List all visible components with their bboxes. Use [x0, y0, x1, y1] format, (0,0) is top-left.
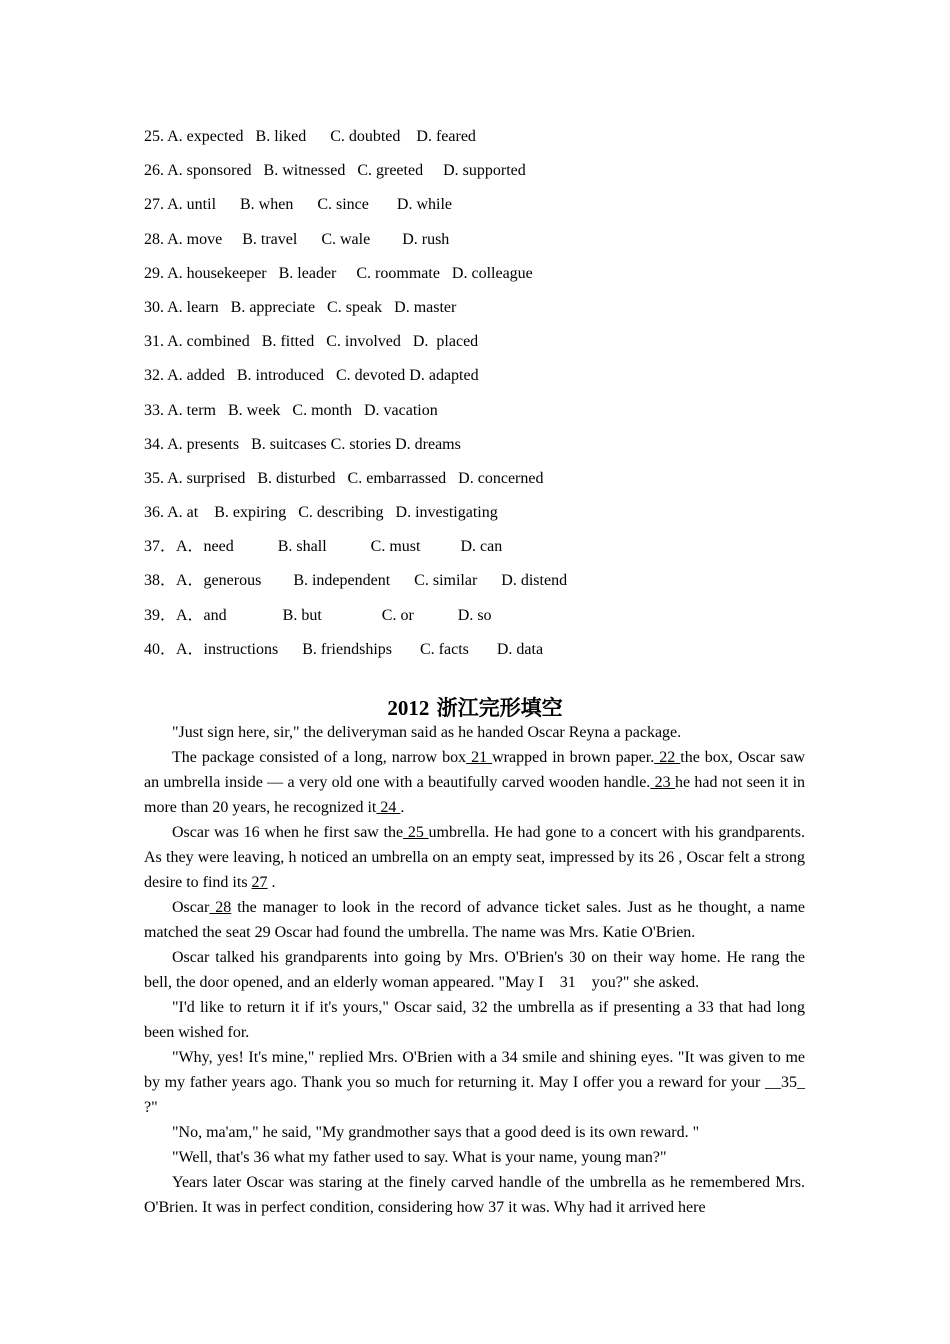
- text-span: Oscar was 16 when he first saw the: [172, 824, 404, 841]
- blank-27: 27: [251, 874, 268, 891]
- text-span: wrapped in brown paper.: [492, 749, 655, 766]
- option-row-35: 35. A. surprised B. disturbed C. embarrassed D. concerned: [144, 469, 544, 487]
- option-row-32: 32. A. added B. introduced C. devoted D. adapted: [144, 367, 479, 385]
- option-row-33: 33. A. term B. week C. month D. vacation: [144, 401, 438, 419]
- text-span: umbrella. He had gone to a concert with his grandparents. As they were leaving, h noticed an umbrella on an empty seat, impressed by its 26 , Oscar felt a strong desire to find its: [144, 824, 806, 891]
- title-year: 2012: [387, 696, 430, 720]
- paragraph-1: "Just sign here, sir," the deliveryman said as he handed Oscar Reyna a package.: [172, 724, 682, 741]
- option-row-40: 40．A．instructions B. friendships C. facts D. data: [144, 640, 544, 658]
- paragraph-9: "Well, that's 36 what my father used to say. What is your name, young man?": [172, 1149, 667, 1166]
- answer-options-list: [144, 125, 844, 672]
- option-row-39: 39．A．and B. but C. or D. so: [144, 606, 492, 624]
- text-span: .: [400, 799, 405, 816]
- text-span: he had not seen it in more than 20 years, he recognized it: [144, 774, 806, 816]
- paragraph-6: "I'd like to return it if it's yours," Oscar said, 32 the umbrella as if presenting a 33 that had long been wished for.: [144, 999, 805, 1041]
- paragraph-10: Years later Oscar was staring at the finely carved handle of the umbrella as he remembered Mrs. O'Brien. It was in perfect condition, considering how 37 it was. Why had it arrived here: [144, 1174, 805, 1216]
- blank-23: 23: [650, 774, 675, 791]
- option-row-37: 37．A．need B. shall C. must D. can: [144, 538, 503, 556]
- text-span: The package consisted of a long, narrow box: [172, 749, 467, 766]
- blank-24: 24: [376, 799, 401, 816]
- section-title: [0, 694, 950, 722]
- title-text: 浙江完形填空: [436, 695, 563, 720]
- text-span: the box, Oscar saw an umbrella inside — a very old one with a beautifully carved wooden handle.: [144, 749, 806, 791]
- option-row-25: 25. A. expected B. liked C. doubted D. feared: [144, 128, 476, 145]
- text-span: the manager to look in the record of advance ticket sales. Just as he thought, a name matched the seat 29 Oscar had found the umbrella. The name was Mrs. Katie O'Brien.: [144, 899, 806, 941]
- blank-22: 22: [654, 749, 681, 766]
- option-row-38: 38．A．generous B. independent C. similar D. distend: [144, 572, 568, 590]
- paragraph-2: [144, 745, 805, 820]
- option-row-30: 30. A. learn B. appreciate C. speak D. master: [144, 298, 457, 316]
- option-row-27: 27. A. until B. when C. since D. while: [144, 196, 452, 214]
- option-row-36: 36. A. at B. expiring C. describing D. investigating: [144, 504, 498, 522]
- option-row-29: 29. A. housekeeper B. leader C. roommate D. colleague: [144, 264, 533, 282]
- option-row-26: 26. A. sponsored B. witnessed C. greeted D. supported: [144, 162, 526, 180]
- blank-21: 21: [466, 749, 493, 766]
- text-span: Oscar: [172, 899, 210, 916]
- text-span: .: [267, 874, 276, 891]
- paragraph-4: [144, 895, 805, 945]
- paragraph-7: "Why, yes! It's mine," replied Mrs. O'Brien with a 34 smile and shining eyes. "It was given to me by my father years ago. Thank you so much for returning it. May I offer you a reward for your __35_ ?": [144, 1049, 805, 1116]
- paragraph-5: Oscar talked his grandparents into going by Mrs. O'Brien's 30 on their way home. He rang the bell, the door opened, and an elderly woman appeared. "May I 31 you?" she asked.: [144, 949, 809, 991]
- blank-28: 28: [209, 899, 232, 916]
- blank-25: 25: [403, 824, 429, 841]
- option-row-31: 31. A. combined B. fitted C. involved D. placed: [144, 333, 479, 351]
- paragraph-3: [144, 820, 805, 895]
- cloze-passage: [144, 720, 809, 1220]
- option-row-28: 28. A. move B. travel C. wale D. rush: [144, 230, 450, 248]
- paragraph-8: "No, ma'am," he said, "My grandmother says that a good deed is its own reward. ": [172, 1124, 700, 1141]
- option-row-34: 34. A. presents B. suitcases C. stories D. dreams: [144, 435, 461, 453]
